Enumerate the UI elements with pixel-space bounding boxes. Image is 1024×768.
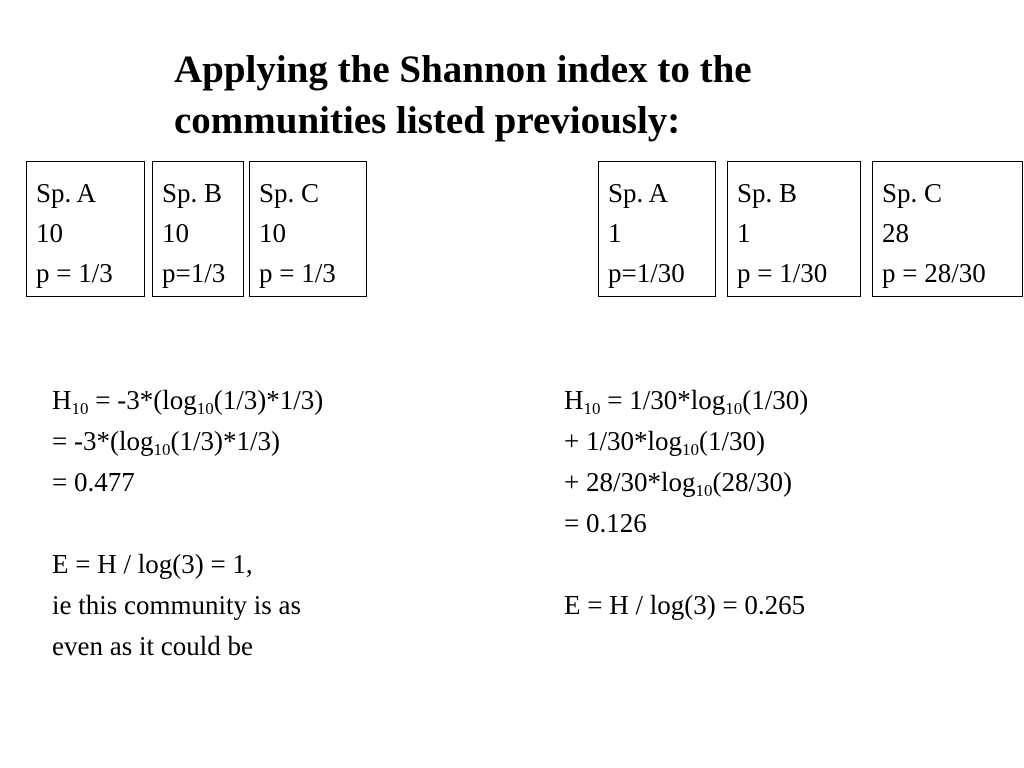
evenness-equation: E = H / log(3) = 0.265 [564, 590, 806, 620]
evenness-note-line-2: even as it could be [52, 631, 253, 661]
species-proportion: p = 1/30 [737, 258, 828, 288]
h-symbol: H [564, 385, 584, 415]
species-proportion: p=1/30 [608, 258, 685, 288]
subscript: 10 [153, 440, 171, 459]
community1-calculation [52, 380, 323, 667]
species-proportion: p = 28/30 [882, 258, 986, 288]
subscript: 10 [71, 399, 89, 418]
subscript: 10 [681, 440, 699, 459]
species-name: Sp. B [162, 178, 223, 208]
species-count: 10 [162, 218, 189, 248]
equation-continuation-line [52, 421, 323, 462]
species-proportion: p=1/3 [162, 258, 226, 288]
equation-text: (1/3)*1/3) [213, 385, 324, 415]
species-count: 1 [737, 218, 751, 248]
species-name: Sp. C [259, 178, 320, 208]
slide-title-line-2: communities listed previously: [174, 99, 681, 142]
species-count: 28 [882, 218, 909, 248]
species-proportion: p = 1/3 [36, 258, 113, 288]
community2-species-c-box [872, 161, 1023, 297]
equation-text: (1/30) [698, 426, 765, 456]
subscript: 10 [583, 399, 601, 418]
blank-line [52, 503, 323, 544]
equation-text: = 1/30*log [600, 385, 726, 415]
community1-species-a-box [26, 161, 145, 297]
community2-species-b-box [727, 161, 861, 297]
blank-line [564, 544, 808, 585]
community1-species-b-box [152, 161, 244, 297]
equation-continuation-line [564, 421, 808, 462]
equation-continuation-line [564, 462, 808, 503]
evenness-equation: E = H / log(3) = 1, [52, 549, 253, 579]
shannon-result: = 0.477 [52, 467, 135, 497]
equation-text: + 1/30*log [564, 426, 682, 456]
species-name: Sp. A [36, 178, 97, 208]
shannon-equation-line [52, 380, 323, 421]
species-name: Sp. C [882, 178, 943, 208]
community2-calculation [564, 380, 808, 626]
equation-text: = -3*(log [52, 426, 154, 456]
species-proportion: p = 1/3 [259, 258, 336, 288]
equation-text: + 28/30*log [564, 467, 696, 497]
slide-title-line-1: Applying the Shannon index to the [174, 48, 752, 91]
species-count: 10 [36, 218, 63, 248]
species-count: 1 [608, 218, 622, 248]
community1-species-c-box [249, 161, 367, 297]
h-symbol: H [52, 385, 72, 415]
species-count: 10 [259, 218, 286, 248]
species-name: Sp. A [608, 178, 669, 208]
shannon-equation-line [564, 380, 808, 421]
subscript: 10 [695, 481, 713, 500]
subscript: 10 [196, 399, 214, 418]
community2-species-a-box [598, 161, 716, 297]
subscript: 10 [725, 399, 743, 418]
equation-text: (1/3)*1/3) [170, 426, 280, 456]
equation-text: (28/30) [712, 467, 792, 497]
slide-title [174, 44, 954, 146]
evenness-note-line-1: ie this community is as [52, 590, 301, 620]
shannon-result: = 0.126 [564, 508, 647, 538]
species-name: Sp. B [737, 178, 798, 208]
equation-text: (1/30) [742, 385, 809, 415]
equation-text: = -3*(log [88, 385, 197, 415]
